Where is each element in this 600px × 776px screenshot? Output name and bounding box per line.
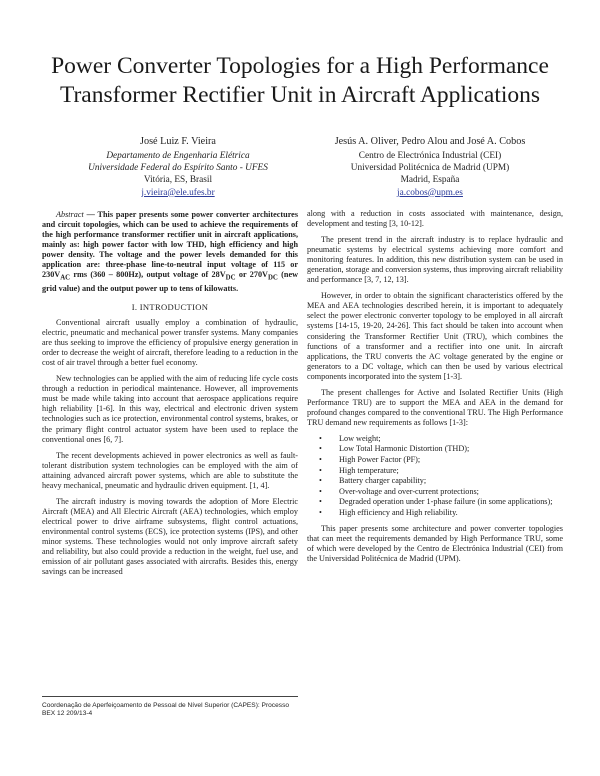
author-department: Departamento de Engenharia Elétrica: [106, 151, 250, 161]
list-item-text: High Power Factor (PF);: [339, 455, 421, 465]
author-block-1: [58, 135, 298, 199]
list-item-text: Low weight;: [339, 433, 381, 443]
left-column: [42, 210, 298, 583]
bullet-icon: •: [319, 455, 322, 465]
bullet-icon: •: [319, 497, 322, 507]
body-paragraph: Conventional aircraft usually employ a combination of hydraulic, electric, pneumatic and mechanical power transfer systems. Many companies are thus seeking to improve the efficiency of propulsive energy generation in order to decrease the weight of aircraft, therefore leading to a reduction in the cost of air travel through a better fuel economy.: [42, 318, 298, 368]
body-paragraph: However, in order to obtain the significant characteristics offered by the MEA and AEA technologies described herein, it is important to adequately select the power electronic converter topology to be employed in all aircraft systems [14-15, 19-20, 24-26]. This fact should be taken into account when considering the Transformer Rectifier Unit (TRU), which combines the functions of a transformer and a rectifier into one unit. In aircraft applications, the TRU converts the AC voltage generated by the engine or generators to a DC voltage, which can then be used by various electrical components incorporated into the system [1-3].: [307, 291, 563, 381]
body-paragraph: New technologies can be applied with the aim of reducing life cycle costs through a reduction in periodical maintenance. However, all improvements must be made while taking into account that aerospace applications require high reliability [1-6]. In this way, electrical and electronic driven system technologies such as ice protection, environmental control systems, brakes, or the primary flight control actuator system have been used to replace the conventional ones [6, 7].: [42, 374, 298, 444]
body-paragraph: The recent developments achieved in power electronics as well as fault-tolerant distribution system technologies can be employed with the aim of attaining advanced aircraft power systems, which are able to substitute the heavy mechanical, pneumatic and hydraulic driven equipment. [1, 4].: [42, 450, 298, 490]
author-email-link[interactable]: j.vieira@ele.ufes.br: [141, 187, 215, 198]
requirements-list: [307, 434, 563, 518]
author-institution: Universidade Federal do Espírito Santo - UFES: [88, 163, 268, 174]
list-item: [307, 434, 563, 444]
author-block-2: [302, 135, 558, 199]
bullet-icon: •: [319, 444, 322, 454]
bullet-icon: •: [319, 476, 322, 486]
abstract-text: or 270V: [235, 270, 268, 280]
author-department: Centro de Electrónica Industrial (CEI): [358, 151, 502, 161]
body-paragraph: The present challenges for Active and Isolated Rectifier Units (High Performance TRU) are to support the MEA and AEA in the demand for profound changes compared to the conventional TRU. The High Performance TRU demand new requirements as follows [1-3]:: [307, 387, 563, 427]
abstract-text: — This paper presents some power converter architectures and circuit topologies, which can be used to achieve the requirements of the high performance transformer rectifier unit in aircraft applications, mainly as: high power factor with low THD, high efficiency and high power density. The voltage and the power levels demanded for this application are: three-phase line-to-neutral input voltage of 115 or 230V: [42, 210, 299, 280]
list-item: [307, 508, 563, 518]
author-institution: Universidad Politécnica de Madrid (UPM): [350, 163, 510, 174]
list-item: [307, 487, 563, 497]
abstract-subscript: AC: [60, 274, 71, 282]
section-heading: I. INTRODUCTION: [131, 302, 209, 313]
abstract-subscript: DC: [225, 274, 236, 282]
author-location: Madrid, España: [400, 175, 460, 186]
list-item-text: High efficiency and High reliability.: [339, 507, 458, 517]
list-item: [307, 497, 563, 507]
list-item-text: High temperature;: [339, 465, 399, 475]
author-location: Vitória, ES, Brasil: [143, 175, 213, 186]
list-item: [307, 466, 563, 476]
abstract-text: (new grid value) and the output power up to tens of kilowatts.: [42, 270, 299, 293]
body-paragraph: along with a reduction in costs associated with maintenance, design, development and testing [3, 10-12].: [307, 209, 563, 229]
bullet-icon: •: [319, 433, 322, 443]
footnote: Coordenação de Aperfeiçoamento de Pessoal de Nível Superior (CAPES): Processo BEX 12 209/13-4: [42, 696, 298, 718]
body-paragraph: This paper presents some architecture and power converter topologies that can meet the requirements demanded by High Performance TRU, some of which were developed by the Centro de Electrónica Industrial (CEI) from the Universidad Politécnica de Madrid (UPM).: [307, 523, 563, 563]
list-item: [307, 476, 563, 486]
body-paragraph: The present trend in the aircraft industry is to replace hydraulic and pneumatic systems by electrical systems achieving more comfort and monitoring features. In addition, this new distribution system can be used in generation, storage and conversion systems, thus improving aircraft reliability and performance [3, 7, 12, 13].: [307, 235, 563, 285]
abstract: [42, 210, 298, 294]
abstract-subscript: DC: [267, 274, 278, 282]
bullet-icon: •: [319, 507, 322, 517]
paper-title: Power Converter Topologies for a High Performance Transformer Rectifier Unit in Aircraft Applications: [51, 53, 549, 108]
body-paragraph: The aircraft industry is moving towards the adoption of More Electric Aircraft (MEA) and All Electric Aircraft (AEA) technologies, which employ electrical power to drive airframe subsystems, flight control actuations, environmental control systems (ECS), ice protection systems (IPS), and other minor systems. These technologies would not only improve aircraft safety and reliability, but also could provide a reduction in the weight, fuel use, and emission of air pollutant gases associated with aircrafts. Besides this, energy savings can be increased: [42, 496, 298, 577]
list-item: [307, 455, 563, 465]
abstract-text: rms (360 – 800Hz), output voltage of 28V: [70, 270, 226, 280]
list-item-text: Low Total Harmonic Distortion (THD);: [339, 444, 470, 454]
list-item-text: Over-voltage and over-current protections;: [339, 486, 479, 496]
author-name: Jesús A. Oliver, Pedro Alou and José A. Cobos: [334, 136, 526, 147]
list-item-text: Battery charger capability;: [339, 476, 427, 486]
bullet-icon: •: [319, 486, 322, 496]
abstract-label: Abstract: [56, 210, 84, 219]
right-column: [307, 209, 563, 570]
bullet-icon: •: [319, 465, 322, 475]
list-item-text: Degraded operation under 1-phase failure (in some applications);: [339, 497, 553, 507]
list-item: [307, 444, 563, 454]
author-email-link[interactable]: ja.cobos@upm.es: [397, 187, 463, 198]
author-name: José Luiz F. Vieira: [140, 136, 216, 147]
